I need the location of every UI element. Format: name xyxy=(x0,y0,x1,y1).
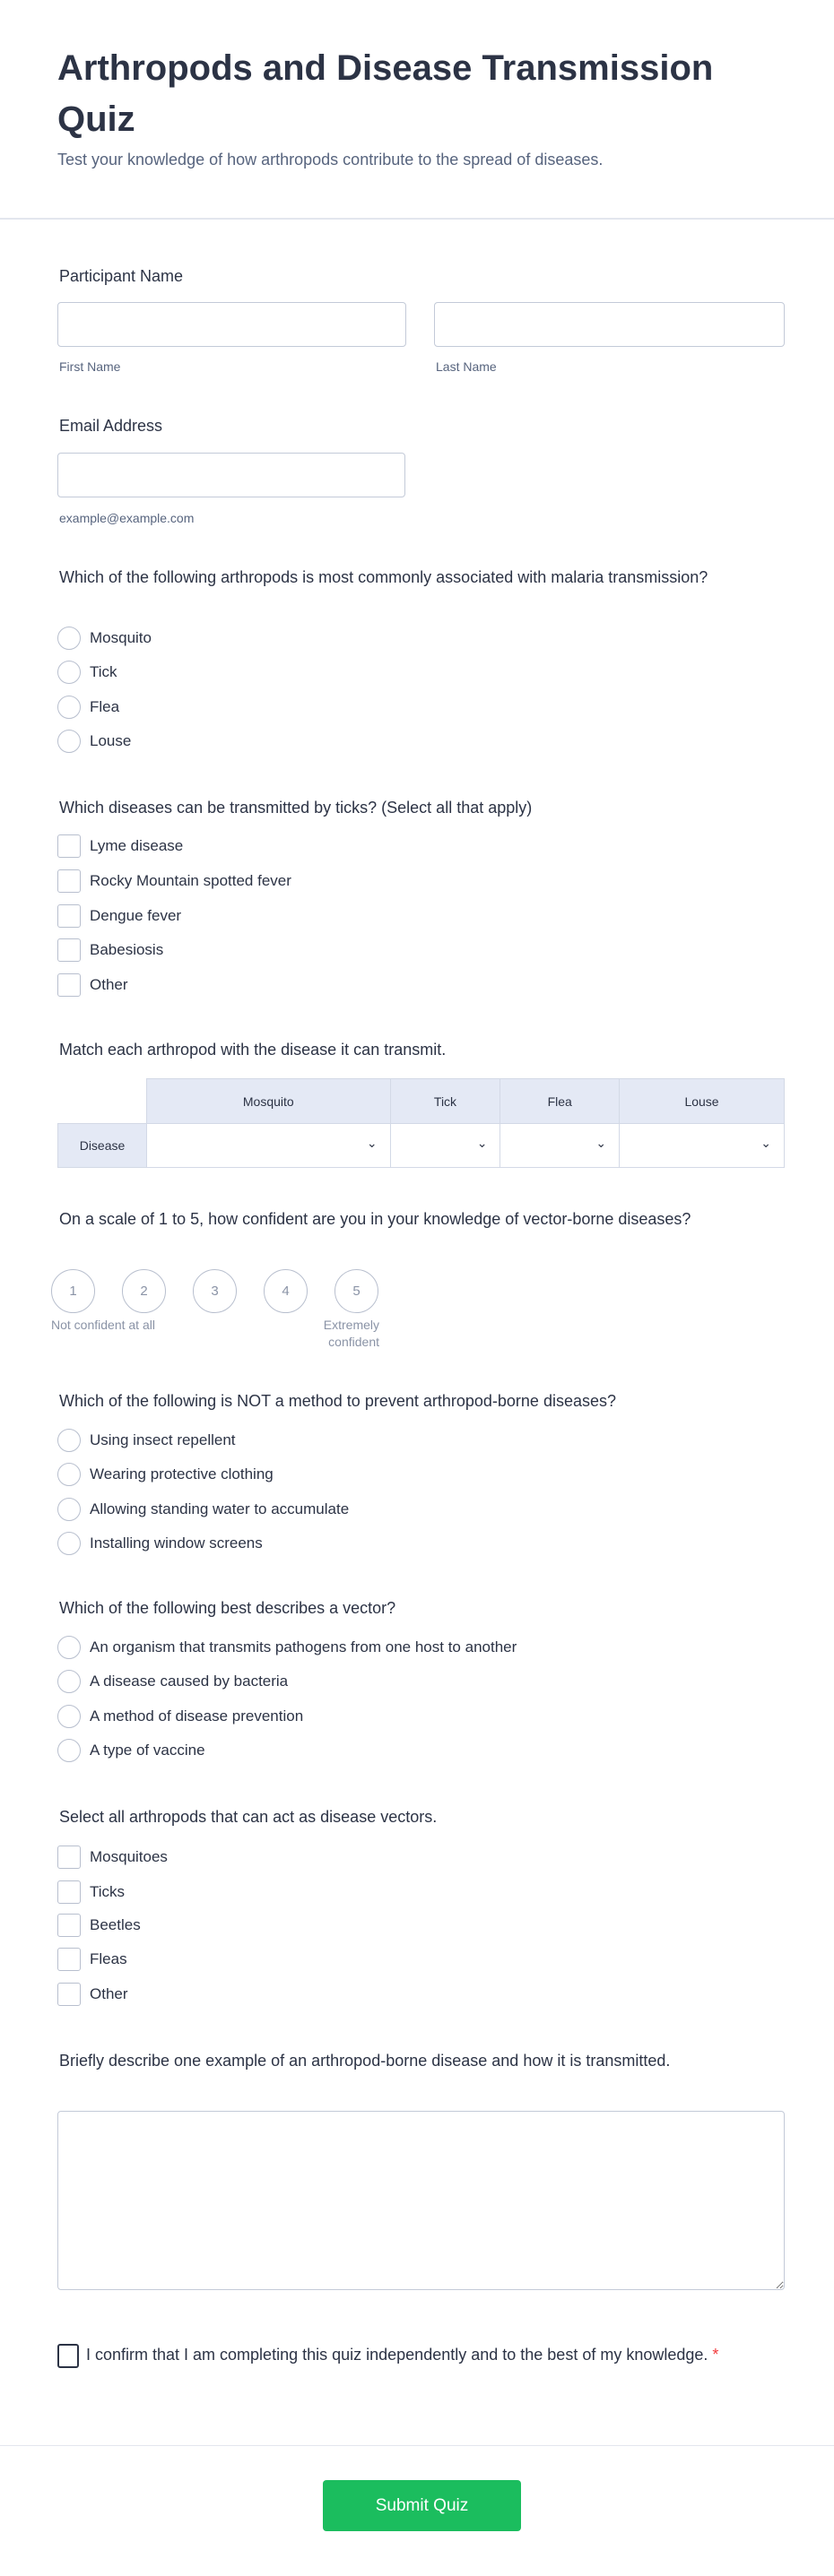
q2-option[interactable] xyxy=(57,972,128,998)
option-label: Flea xyxy=(90,698,120,715)
checkbox[interactable] xyxy=(57,973,81,997)
required-asterisk: * xyxy=(712,2346,719,2364)
radio-button[interactable] xyxy=(57,627,81,650)
q6-question: Which of the following best describes a vector? xyxy=(59,1599,396,1617)
confirm-checkbox[interactable] xyxy=(57,2344,79,2368)
chevron-down-icon: ⌄ xyxy=(595,1136,607,1150)
q2-option[interactable] xyxy=(57,869,291,894)
scale-option-1[interactable]: 1 xyxy=(51,1269,95,1313)
page-subtitle: Test your knowledge of how arthropods contribute to the spread of diseases. xyxy=(57,151,604,169)
option-label: Mosquito xyxy=(90,629,152,646)
q2-option[interactable] xyxy=(57,903,181,929)
q1-option[interactable] xyxy=(57,729,131,754)
option-label: A type of vaccine xyxy=(90,1742,205,1759)
q7-option[interactable] xyxy=(57,1880,125,1905)
scale-high-label: Extremely confident xyxy=(323,1318,379,1349)
confirm-field xyxy=(57,2343,739,2368)
checkbox[interactable] xyxy=(57,904,81,928)
q7-option[interactable] xyxy=(57,1982,128,2007)
scale-option-2[interactable]: 2 xyxy=(122,1269,166,1313)
first-name-sublabel: First Name xyxy=(59,359,121,374)
q2-option[interactable] xyxy=(57,938,163,963)
option-label: Fleas xyxy=(90,1950,127,1967)
column-header: Tick xyxy=(390,1079,500,1124)
option-label: Rocky Mountain spotted fever xyxy=(90,872,291,889)
column-header: Louse xyxy=(620,1079,785,1124)
q7-option[interactable] xyxy=(57,1845,168,1870)
option-label: A method of disease prevention xyxy=(90,1707,304,1725)
radio-button[interactable] xyxy=(57,1498,81,1521)
footer-divider xyxy=(0,2445,834,2446)
option-label: Allowing standing water to accumulate xyxy=(90,1500,350,1517)
q8-question: Briefly describe one example of an arthropod-borne disease and how it is transmitted. xyxy=(59,2052,671,2070)
radio-button[interactable] xyxy=(57,1532,81,1555)
q6-option[interactable] xyxy=(57,1738,205,1763)
row-header: Disease xyxy=(58,1124,147,1168)
radio-button[interactable] xyxy=(57,1739,81,1762)
q2-option[interactable] xyxy=(57,834,183,859)
scale-option-3[interactable]: 3 xyxy=(193,1269,237,1313)
first-name-input[interactable] xyxy=(57,302,406,347)
option-label: Dengue fever xyxy=(90,907,182,924)
radio-button[interactable] xyxy=(57,1670,81,1693)
tick-disease-dropdown[interactable] xyxy=(390,1124,500,1168)
scale-option-5[interactable]: 5 xyxy=(334,1269,378,1313)
flea-disease-dropdown[interactable] xyxy=(500,1124,620,1168)
last-name-input[interactable] xyxy=(434,302,785,347)
checkbox[interactable] xyxy=(57,834,81,858)
confirm-text: I confirm that I am completing this quiz independently and to the best of my knowledge. xyxy=(86,2346,708,2364)
q6-option[interactable] xyxy=(57,1635,517,1660)
option-label: Louse xyxy=(90,732,132,749)
radio-button[interactable] xyxy=(57,1463,81,1486)
checkbox[interactable] xyxy=(57,1914,81,1937)
checkbox[interactable] xyxy=(57,938,81,962)
option-label: Installing window screens xyxy=(90,1534,263,1552)
q2-question: Which diseases can be transmitted by ticks? (Select all that apply) xyxy=(59,799,533,817)
q5-option[interactable] xyxy=(57,1428,236,1453)
scale-low-label: Not confident at all xyxy=(51,1318,155,1332)
option-label: Ticks xyxy=(90,1883,126,1900)
radio-button[interactable] xyxy=(57,1636,81,1659)
checkbox[interactable] xyxy=(57,869,81,893)
option-label: A disease caused by bacteria xyxy=(90,1673,289,1690)
option-label: Tick xyxy=(90,663,117,680)
q7-question: Select all arthropods that can act as disease vectors. xyxy=(59,1808,438,1826)
submit-quiz-button[interactable]: Submit Quiz xyxy=(323,2480,521,2531)
q1-option[interactable] xyxy=(57,695,119,720)
radio-button[interactable] xyxy=(57,730,81,753)
q5-question: Which of the following is NOT a method to prevent arthropod-borne diseases? xyxy=(59,1392,616,1410)
radio-button[interactable] xyxy=(57,696,81,719)
page-title: Arthropods and Disease Transmission Quiz xyxy=(57,48,714,139)
chevron-down-icon: ⌄ xyxy=(366,1136,378,1150)
q1-option[interactable] xyxy=(57,660,117,685)
email-label: Email Address xyxy=(59,417,163,435)
column-header: Mosquito xyxy=(147,1079,391,1124)
checkbox[interactable] xyxy=(57,1846,81,1869)
checkbox[interactable] xyxy=(57,1880,81,1904)
option-label: Babesiosis xyxy=(90,941,164,958)
q1-option[interactable] xyxy=(57,626,152,651)
option-label: Other xyxy=(90,1985,128,2002)
option-label: Lyme disease xyxy=(90,837,184,854)
option-label: Mosquitoes xyxy=(90,1848,168,1865)
option-label: Using insect repellent xyxy=(90,1431,236,1448)
last-name-sublabel: Last Name xyxy=(436,359,497,374)
q8-answer-textarea[interactable] xyxy=(57,2111,785,2290)
radio-button[interactable] xyxy=(57,661,81,684)
matrix-table xyxy=(57,1078,785,1168)
chevron-down-icon: ⌄ xyxy=(760,1136,771,1150)
email-hint: example@example.com xyxy=(59,511,195,525)
q7-option[interactable] xyxy=(57,1913,141,1938)
column-header: Flea xyxy=(500,1079,620,1124)
option-label: Wearing protective clothing xyxy=(90,1465,274,1482)
q6-option[interactable] xyxy=(57,1704,303,1729)
chevron-down-icon: ⌄ xyxy=(476,1136,488,1150)
option-label: Other xyxy=(90,976,128,993)
q3-question: Match each arthropod with the disease it can transmit. xyxy=(59,1041,447,1059)
participant-name-label: Participant Name xyxy=(59,267,184,285)
email-input[interactable] xyxy=(57,453,405,497)
louse-disease-dropdown[interactable] xyxy=(620,1124,785,1168)
option-label: Beetles xyxy=(90,1916,141,1933)
q4-question: On a scale of 1 to 5, how confident are you in your knowledge of vector-borne diseases? xyxy=(59,1210,691,1228)
radio-button[interactable] xyxy=(57,1705,81,1728)
q5-option[interactable] xyxy=(57,1531,263,1556)
option-label: An organism that transmits pathogens from one host to another xyxy=(90,1638,517,1655)
q7-option[interactable] xyxy=(57,1947,127,1972)
radio-button[interactable] xyxy=(57,1429,81,1452)
q6-option[interactable] xyxy=(57,1669,288,1694)
mosquito-disease-dropdown[interactable] xyxy=(147,1124,391,1168)
header-divider xyxy=(0,218,834,220)
scale-option-4[interactable]: 4 xyxy=(264,1269,308,1313)
checkbox[interactable] xyxy=(57,1948,81,1971)
checkbox[interactable] xyxy=(57,1983,81,2006)
corner-cell xyxy=(58,1079,147,1124)
q5-option[interactable] xyxy=(57,1462,274,1487)
q5-option[interactable] xyxy=(57,1497,349,1522)
q1-question: Which of the following arthropods is most commonly associated with malaria transmission? xyxy=(59,568,708,586)
